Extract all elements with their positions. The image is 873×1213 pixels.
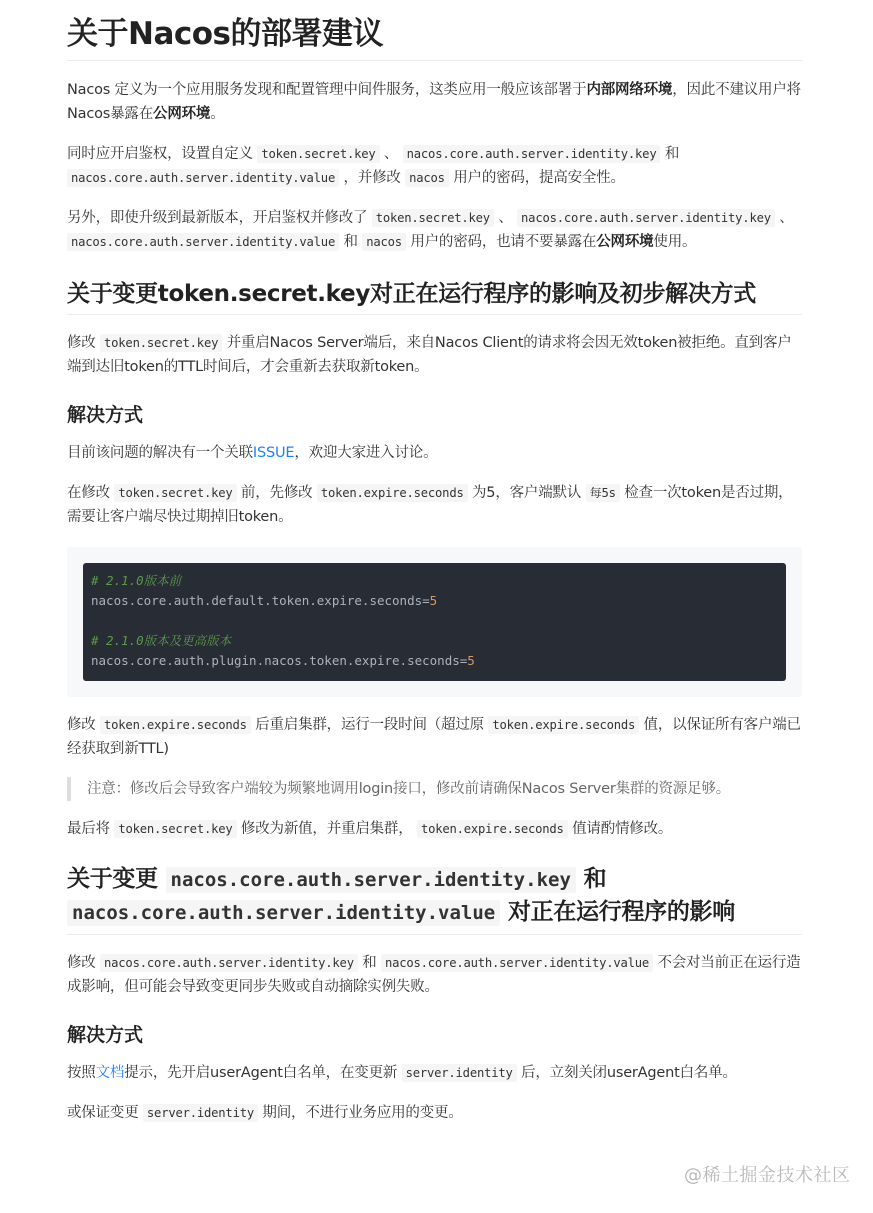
text: 用户的密码，也请不要暴露在 — [405, 234, 597, 250]
paragraph-docs — [67, 1061, 802, 1085]
docs-link[interactable]: 文档 — [95, 1065, 125, 1081]
inline-code: token.expire.seconds — [488, 716, 639, 734]
text: Nacos 定义为一个应用服务发现和配置管理中间件服务，这类应用一般应该部署于 — [67, 82, 587, 98]
text: 按照 — [67, 1065, 96, 1081]
inline-code: nacos.core.auth.server.identity.key — [166, 867, 576, 893]
bold-text: 公网环境 — [153, 106, 211, 122]
inline-code: nacos.core.auth.server.identity.value — [67, 233, 339, 251]
text: 为5，客户端默认 — [467, 485, 586, 501]
code-number: 5 — [467, 653, 475, 668]
inline-code: token.secret.key — [100, 334, 222, 352]
text: 和 — [575, 866, 607, 892]
note-text: 注意：修改后会导致客户端较为频繁地调用login接口，修改前请确保Nacos Server集群的资源足够。 — [87, 781, 731, 797]
text: 修改为新值，并重启集群， — [236, 821, 417, 837]
code-block-container — [67, 547, 802, 697]
inline-code: server.identity — [402, 1064, 517, 1082]
text: 后重启集群，运行一段时间（超过原 — [250, 717, 489, 733]
paragraph-final — [67, 817, 802, 841]
paragraph-upgrade — [67, 206, 802, 254]
text: 修改 — [67, 955, 101, 971]
section-heading-token-secret: 关于变更token.secret.key对正在运行程序的影响及初步解决方式 — [67, 278, 802, 315]
inline-code: nacos.core.auth.server.identity.key — [517, 209, 775, 227]
paragraph-intro — [67, 78, 802, 126]
text: 对正在运行程序的影响 — [500, 899, 735, 925]
text: 最后将 — [67, 821, 115, 837]
text: 修改 — [67, 335, 101, 351]
issue-link[interactable]: ISSUE — [252, 445, 295, 461]
text: 后，立刻关闭userAgent白名单。 — [516, 1065, 737, 1081]
inline-code: nacos.core.auth.server.identity.value — [381, 954, 653, 972]
note-blockquote — [67, 777, 802, 801]
paragraph-expire — [67, 481, 802, 529]
text: 、 — [379, 146, 403, 162]
text: 检查一次token是否过期，需要让客户端尽快过期掉旧token。 — [67, 485, 793, 525]
text: 另外，即使升级到最新版本，开启鉴权并修改了 — [67, 210, 372, 226]
inline-code: nacos.core.auth.server.identity.value — [67, 900, 500, 926]
text: 用户的密码，提高安全性。 — [448, 170, 625, 186]
page-title: 关于Nacos的部署建议 — [67, 0, 802, 61]
inline-code: nacos.core.auth.server.identity.value — [67, 169, 339, 187]
paragraph-token-change — [67, 331, 802, 379]
text: 在修改 — [67, 485, 115, 501]
text: 使用。 — [653, 234, 697, 250]
text: 提示，先开启userAgent白名单，在变更新 — [124, 1065, 402, 1081]
paragraph-restart — [67, 713, 802, 761]
inline-code: nacos.core.auth.server.identity.key — [100, 954, 358, 972]
watermark: @稀土掘金技术社区 — [684, 1165, 851, 1186]
text: 和 — [660, 146, 680, 162]
bold-text: 公网环境 — [596, 234, 654, 250]
code-comment: # 2.1.0版本及更高版本 — [91, 633, 232, 648]
text: 、 — [493, 210, 518, 226]
inline-code: token.expire.seconds — [417, 820, 568, 838]
inline-code: token.secret.key — [257, 145, 379, 163]
subheading-solution-1: 解决方式 — [67, 404, 144, 426]
inline-code: token.expire.seconds — [100, 716, 251, 734]
text: 值请酌情修改。 — [567, 821, 673, 837]
text: 或保证变更 — [67, 1105, 143, 1121]
text: 、 — [774, 210, 794, 226]
paragraph-identity-change — [67, 951, 802, 999]
text: 目前该问题的解决有一个关联 — [67, 445, 253, 461]
text: 和 — [357, 955, 381, 971]
paragraph-issue — [67, 441, 802, 465]
text: 和 — [339, 234, 363, 250]
code-line: nacos.core.auth.default.token.expire.seconds= — [91, 593, 430, 608]
code-block[interactable] — [83, 563, 786, 681]
text: 不会对当前正在运行造成影响，但可能会导致变更同步失败或自动摘除实例失败。 — [67, 955, 801, 995]
text: 关于变更 — [67, 866, 166, 892]
text: 同时应开启鉴权，设置自定义 — [67, 146, 258, 162]
text: ，并修改 — [339, 170, 406, 186]
section-heading-identity — [67, 863, 802, 935]
text: 。 — [210, 106, 225, 122]
text: 修改 — [67, 717, 101, 733]
inline-code: token.secret.key — [114, 484, 236, 502]
text: 值，以保证所有客户端已经获取到新TTL) — [67, 717, 801, 757]
inline-code: nacos — [362, 233, 406, 251]
text: 前，先修改 — [236, 485, 317, 501]
code-number: 5 — [429, 593, 438, 608]
article — [67, 0, 802, 1125]
bold-text: 内部网络环境 — [586, 82, 673, 98]
text: 并重启Nacos Server端后，来自Nacos Client的请求将会因无效token被拒绝。直到客户端到达旧token的TTL时间后，才会重新去获取新token。 — [67, 335, 792, 375]
inline-code: 每5s — [586, 484, 620, 502]
text: ，欢迎大家进入讨论。 — [294, 445, 438, 461]
text: 期间，不进行业务应用的变更。 — [257, 1105, 463, 1121]
subheading-solution-2: 解决方式 — [67, 1024, 144, 1046]
text: ，因此不建议用户将Nacos暴露在 — [67, 82, 801, 122]
paragraph-auth — [67, 142, 802, 190]
inline-code: server.identity — [143, 1104, 258, 1122]
inline-code: token.expire.seconds — [317, 484, 468, 502]
inline-code: token.secret.key — [114, 820, 236, 838]
inline-code: nacos — [405, 169, 449, 187]
inline-code: token.secret.key — [372, 209, 494, 227]
paragraph-alternative — [67, 1101, 802, 1125]
code-comment: # 2.1.0版本前 — [91, 573, 182, 588]
inline-code: nacos.core.auth.server.identity.key — [403, 145, 661, 163]
code-line: nacos.core.auth.plugin.nacos.token.expire.seconds= — [91, 653, 468, 668]
